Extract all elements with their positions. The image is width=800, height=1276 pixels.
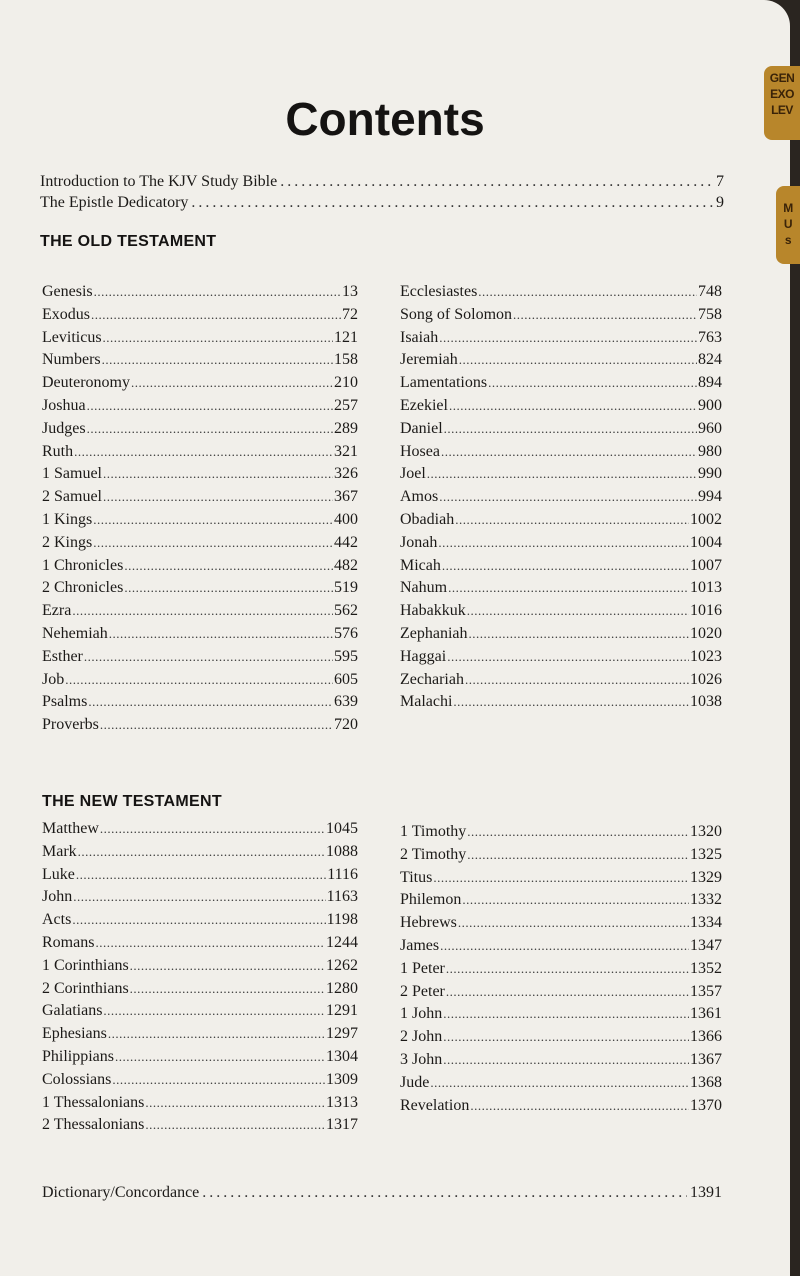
toc-entry[interactable]: [42, 1092, 358, 1115]
toc-entry[interactable]: [42, 978, 358, 1001]
page-number: 1280: [326, 979, 358, 997]
dot-leader: [94, 281, 341, 304]
page-number: 1304: [326, 1047, 358, 1065]
page-number: 1309: [326, 1070, 358, 1088]
tab-text: EXO: [770, 87, 794, 101]
book-name: 2 Timothy: [400, 845, 467, 863]
page-number: 595: [334, 647, 358, 665]
toc-entry-epistle-dedicatory[interactable]: [40, 192, 724, 214]
entry-label: Introduction to The KJV Study Bible: [40, 173, 278, 190]
dot-leader: [441, 441, 697, 464]
page-number: 1038: [690, 693, 722, 711]
page-number: 1317: [326, 1116, 358, 1134]
toc-entry[interactable]: [400, 418, 722, 441]
dot-leader: [467, 844, 689, 867]
dot-leader: [440, 935, 689, 958]
page-number: 639: [334, 693, 358, 711]
toc-entry[interactable]: [42, 441, 358, 464]
page-number: 72: [342, 305, 358, 323]
tab-text: GEN: [769, 71, 795, 85]
dot-leader: [447, 646, 689, 669]
book-name: Jeremiah: [400, 351, 458, 369]
book-name: 3 John: [400, 1050, 443, 1068]
page-number: 1370: [690, 1096, 722, 1114]
toc-entry[interactable]: [42, 327, 358, 350]
dot-leader: [467, 600, 689, 623]
thumb-tab-gen-exo-lev[interactable]: [764, 66, 800, 140]
book-name: 2 Kings: [42, 533, 93, 551]
tab-text: LEV: [771, 103, 793, 117]
toc-entry[interactable]: [400, 889, 722, 912]
page-number: 900: [698, 396, 722, 414]
toc-entry[interactable]: [42, 623, 358, 646]
page-number: 758: [698, 305, 722, 323]
page-number: 720: [334, 716, 358, 734]
page-number: 1367: [690, 1050, 722, 1068]
dot-leader: [453, 691, 689, 714]
old-testament-left-column: [42, 281, 358, 737]
page-number: 1332: [690, 891, 722, 909]
dot-leader: [93, 532, 333, 555]
dot-leader: [430, 1072, 689, 1095]
dot-leader: [103, 327, 333, 350]
toc-entry[interactable]: [42, 418, 358, 441]
book-name: Jonah: [400, 533, 438, 551]
book-name: Amos: [400, 488, 439, 506]
page-number: 1313: [326, 1093, 358, 1111]
toc-entry[interactable]: [400, 327, 722, 350]
toc-entry[interactable]: [400, 958, 722, 981]
book-name: John: [42, 888, 73, 906]
page-number: 824: [698, 351, 722, 369]
dot-leader: [100, 714, 333, 737]
page-number: 1329: [690, 868, 722, 886]
page-number: 1198: [326, 911, 358, 929]
toc-entry[interactable]: [400, 281, 722, 304]
book-name: Genesis: [42, 283, 93, 300]
toc-entry[interactable]: [400, 600, 722, 623]
toc-entry[interactable]: [42, 1069, 358, 1092]
page-number: 1320: [690, 823, 722, 840]
book-name: Mark: [42, 842, 77, 860]
toc-entry[interactable]: [400, 463, 722, 486]
page-number: 1352: [690, 959, 722, 977]
book-name: Titus: [400, 868, 433, 886]
toc-entry[interactable]: [42, 1046, 358, 1069]
page-number: 482: [334, 556, 358, 574]
dot-leader: [93, 509, 333, 532]
dot-leader: [103, 463, 333, 486]
page-number: 748: [698, 283, 722, 300]
dot-leader: [513, 304, 697, 327]
entry-label: Dictionary/Concordance: [42, 1184, 200, 1201]
book-name: Exodus: [42, 305, 90, 323]
book-name: Isaiah: [400, 328, 439, 346]
dot-leader: [448, 577, 689, 600]
page-number: 994: [698, 488, 722, 506]
dot-leader: [439, 486, 697, 509]
page-number: 121: [334, 328, 358, 346]
dot-leader: [130, 978, 325, 1001]
entry-page: 7: [716, 173, 724, 190]
tab-text: s: [784, 233, 792, 247]
book-name: Hosea: [400, 442, 440, 460]
page-number: 1013: [690, 579, 722, 597]
book-name: Ephesians: [42, 1025, 107, 1043]
toc-entry[interactable]: [42, 841, 358, 864]
book-name: 1 John: [400, 1005, 443, 1023]
dot-leader: [446, 981, 689, 1004]
book-name: 2 Peter: [400, 982, 445, 1000]
book-name: 2 Samuel: [42, 488, 102, 506]
page-number: 1244: [326, 933, 358, 951]
book-name: Galatians: [42, 1002, 103, 1020]
toc-entry[interactable]: [42, 372, 358, 395]
toc-entry[interactable]: [400, 509, 722, 532]
dot-leader: [145, 1114, 325, 1137]
dot-leader: [65, 669, 333, 692]
toc-entry[interactable]: [400, 691, 722, 714]
toc-entry[interactable]: [42, 1023, 358, 1046]
page-number: 1297: [326, 1025, 358, 1043]
toc-entry[interactable]: [400, 912, 722, 935]
book-name: Philemon: [400, 891, 462, 909]
dot-leader: [438, 532, 689, 555]
page-number: 1361: [690, 1005, 722, 1023]
page-number: 562: [334, 602, 358, 620]
dot-leader: [108, 1023, 325, 1046]
toc-entry[interactable]: [400, 821, 722, 844]
page-number: 1366: [690, 1028, 722, 1046]
page-number: 960: [698, 419, 722, 437]
dot-leader: [427, 463, 697, 486]
dot-leader: [469, 623, 689, 646]
book-name: 2 Thessalonians: [42, 1116, 145, 1134]
tab-text: U: [783, 217, 793, 231]
toc-entry[interactable]: [42, 463, 358, 486]
dot-leader: [458, 912, 689, 935]
dot-leader: [88, 691, 333, 714]
page-number: 1007: [690, 556, 722, 574]
dot-leader: [73, 886, 325, 909]
toc-entry[interactable]: [42, 304, 358, 327]
dot-leader: [462, 889, 689, 912]
dot-leader: [443, 1049, 689, 1072]
dot-leader: [446, 958, 689, 981]
dot-leader: [91, 304, 341, 327]
toc-entry[interactable]: [42, 486, 358, 509]
book-name: 2 Corinthians: [42, 979, 129, 997]
dot-leader: [87, 395, 333, 418]
page-number: 1368: [690, 1073, 722, 1091]
toc-entry-dictionary-concordance[interactable]: [42, 1182, 722, 1204]
book-name: Revelation: [400, 1096, 470, 1114]
page-number: 1045: [326, 820, 358, 837]
toc-entry[interactable]: [42, 395, 358, 418]
page-number: 158: [334, 351, 358, 369]
page-number: 1325: [690, 845, 722, 863]
toc-entry[interactable]: [42, 349, 358, 372]
dot-leader: [130, 955, 325, 978]
book-name: Jude: [400, 1073, 430, 1091]
page-number: 400: [334, 510, 358, 528]
dot-leader: [87, 418, 333, 441]
book-name: Job: [42, 670, 65, 688]
dot-leader: [470, 1095, 689, 1118]
book-name: Numbers: [42, 351, 101, 369]
toc-entry[interactable]: [400, 395, 722, 418]
toc-entry[interactable]: [400, 1049, 722, 1072]
dot-leader: [467, 821, 689, 844]
book-name: Haggai: [400, 647, 447, 665]
dot-leader: [442, 555, 689, 578]
book-name: Proverbs: [42, 716, 99, 734]
dot-leader: [455, 509, 689, 532]
old-testament-heading: THE OLD TESTAMENT: [40, 233, 217, 250]
book-name: Zechariah: [400, 670, 464, 688]
dot-leader: [145, 1092, 325, 1115]
dot-leader: [465, 669, 689, 692]
toc-entry[interactable]: [42, 818, 358, 841]
toc-entry[interactable]: [42, 909, 358, 932]
dot-leader: [102, 349, 333, 372]
toc-entry[interactable]: [42, 864, 358, 887]
page-number: 1002: [690, 510, 722, 528]
dot-leader: [488, 372, 697, 395]
dot-leader: [191, 192, 713, 214]
toc-entry[interactable]: [42, 669, 358, 692]
dot-leader: [202, 1182, 687, 1204]
dot-leader: [109, 623, 333, 646]
book-name: Hebrews: [400, 914, 457, 932]
toc-entry[interactable]: [42, 1114, 358, 1137]
page-number: 442: [334, 533, 358, 551]
toc-entry[interactable]: [42, 509, 358, 532]
dot-leader: [280, 171, 713, 193]
book-name: Song of Solomon: [400, 305, 513, 323]
book-name: 1 Peter: [400, 959, 445, 977]
page-title: Contents: [285, 93, 485, 145]
toc-entry[interactable]: [42, 532, 358, 555]
book-name: Malachi: [400, 693, 453, 711]
book-name: Daniel: [400, 419, 443, 437]
page-number: 1334: [690, 914, 722, 932]
book-name: Habakkuk: [400, 602, 466, 620]
book-name: Philippians: [42, 1047, 115, 1065]
book-name: Ecclesiastes: [400, 283, 478, 300]
dot-leader: [100, 818, 325, 841]
toc-entry[interactable]: [42, 1000, 358, 1023]
book-name: Romans: [42, 933, 95, 951]
book-name: Zephaniah: [400, 624, 468, 642]
toc-entry[interactable]: [400, 304, 722, 327]
dot-leader: [112, 1069, 325, 1092]
page-number: 519: [334, 579, 358, 597]
entry-label: The Epistle Dedicatory: [40, 194, 189, 211]
book-name: 1 Chronicles: [42, 556, 124, 574]
book-name: Psalms: [42, 693, 88, 711]
dot-leader: [76, 864, 326, 887]
dot-leader: [449, 395, 697, 418]
book-name: Ezra: [42, 602, 72, 620]
dot-leader: [124, 577, 333, 600]
page-number: 894: [698, 374, 722, 392]
new-testament-right-column: [400, 821, 722, 1117]
book-name: Judges: [42, 419, 86, 437]
book-name: 2 John: [400, 1028, 443, 1046]
page-number: 1357: [690, 982, 722, 1000]
dot-leader: [72, 909, 325, 932]
toc-entry[interactable]: [42, 955, 358, 978]
toc-entry[interactable]: [400, 372, 722, 395]
page-number: 576: [334, 624, 358, 642]
dot-leader: [84, 646, 333, 669]
book-name: Luke: [42, 865, 75, 883]
toc-entry[interactable]: [42, 646, 358, 669]
toc-entry[interactable]: [42, 600, 358, 623]
dot-leader: [103, 486, 333, 509]
toc-entry[interactable]: [400, 981, 722, 1004]
book-name: Joshua: [42, 396, 86, 414]
page-number: 13: [342, 283, 358, 300]
book-name: Micah: [400, 556, 441, 574]
tab-text: M: [783, 201, 793, 215]
toc-entry[interactable]: [400, 441, 722, 464]
toc-entry[interactable]: [400, 532, 722, 555]
book-name: 1 Corinthians: [42, 956, 129, 974]
page-number: 1291: [326, 1002, 358, 1020]
book-name: Acts: [42, 911, 72, 929]
toc-entry[interactable]: [42, 691, 358, 714]
book-name: Nehemiah: [42, 624, 108, 642]
toc-entry[interactable]: [400, 844, 722, 867]
dot-leader: [78, 841, 325, 864]
toc-entry-introduction[interactable]: [40, 171, 724, 193]
book-name: Leviticus: [42, 328, 102, 346]
toc-entry[interactable]: [42, 577, 358, 600]
toc-entry[interactable]: [42, 555, 358, 578]
page-number: 1163: [326, 888, 358, 906]
toc-entry[interactable]: [42, 281, 358, 304]
page-number: 1116: [327, 865, 358, 883]
page-number: 1262: [326, 956, 358, 974]
dot-leader: [478, 281, 697, 304]
page-number: 1020: [690, 624, 722, 642]
page-number: 1347: [690, 936, 722, 954]
entry-page: 1391: [690, 1184, 722, 1201]
book-name: 1 Kings: [42, 510, 93, 528]
page-number: 990: [698, 465, 722, 483]
dot-leader: [443, 1003, 689, 1026]
entry-page: 9: [716, 194, 724, 211]
book-name: Deuteronomy: [42, 374, 130, 392]
dot-leader: [459, 349, 697, 372]
dot-leader: [444, 418, 697, 441]
book-name: Obadiah: [400, 510, 455, 528]
dot-leader: [124, 555, 333, 578]
dot-leader: [74, 441, 333, 464]
toc-entry[interactable]: [400, 867, 722, 890]
book-name: Ezekiel: [400, 396, 448, 414]
page-number: 321: [334, 442, 358, 460]
toc-entry[interactable]: [400, 1095, 722, 1118]
toc-entry[interactable]: [42, 932, 358, 955]
dot-leader: [433, 867, 689, 890]
book-name: 1 Thessalonians: [42, 1093, 145, 1111]
new-testament-left-column: [42, 818, 358, 1137]
dot-leader: [115, 1046, 325, 1069]
book-name: Lamentations: [400, 374, 488, 392]
page-number: 980: [698, 442, 722, 460]
page-number: 289: [334, 419, 358, 437]
page-number: 367: [334, 488, 358, 506]
new-testament-heading: THE NEW TESTAMENT: [42, 793, 222, 810]
book-name: 1 Samuel: [42, 465, 102, 483]
page-number: 326: [334, 465, 358, 483]
book-name: 1 Timothy: [400, 823, 467, 840]
book-name: Matthew: [42, 820, 99, 837]
dot-leader: [95, 932, 325, 955]
toc-entry[interactable]: [400, 669, 722, 692]
thumb-tab-next[interactable]: [776, 186, 800, 264]
page-number: 1088: [326, 842, 358, 860]
page-number: 605: [334, 670, 358, 688]
page-number: 1023: [690, 647, 722, 665]
page-number: 1026: [690, 670, 722, 688]
book-name: Esther: [42, 647, 83, 665]
dot-leader: [103, 1000, 325, 1023]
book-name: 2 Chronicles: [42, 579, 124, 597]
toc-entry[interactable]: [400, 1003, 722, 1026]
dot-leader: [439, 327, 697, 350]
toc-entry[interactable]: [400, 486, 722, 509]
book-name: James: [400, 936, 440, 954]
toc-entry[interactable]: [400, 935, 722, 958]
book-name: Nahum: [400, 579, 448, 597]
toc-entry[interactable]: [400, 1072, 722, 1095]
toc-entry[interactable]: [400, 1026, 722, 1049]
toc-entry[interactable]: [42, 714, 358, 737]
toc-entry[interactable]: [400, 577, 722, 600]
old-testament-right-column: [400, 281, 722, 714]
dot-leader: [443, 1026, 689, 1049]
page-number: 763: [698, 328, 722, 346]
book-name: Joel: [400, 465, 426, 483]
page-number: 1016: [690, 602, 722, 620]
toc-entry[interactable]: [42, 886, 358, 909]
toc-entry[interactable]: [400, 555, 722, 578]
dot-leader: [131, 372, 333, 395]
page-number: 210: [334, 374, 358, 392]
toc-entry[interactable]: [400, 646, 722, 669]
page-number: 1004: [690, 533, 722, 551]
page-number: 257: [334, 396, 358, 414]
book-name: Ruth: [42, 442, 74, 460]
toc-entry[interactable]: [400, 623, 722, 646]
dot-leader: [72, 600, 333, 623]
toc-entry[interactable]: [400, 349, 722, 372]
book-name: Colossians: [42, 1070, 112, 1088]
